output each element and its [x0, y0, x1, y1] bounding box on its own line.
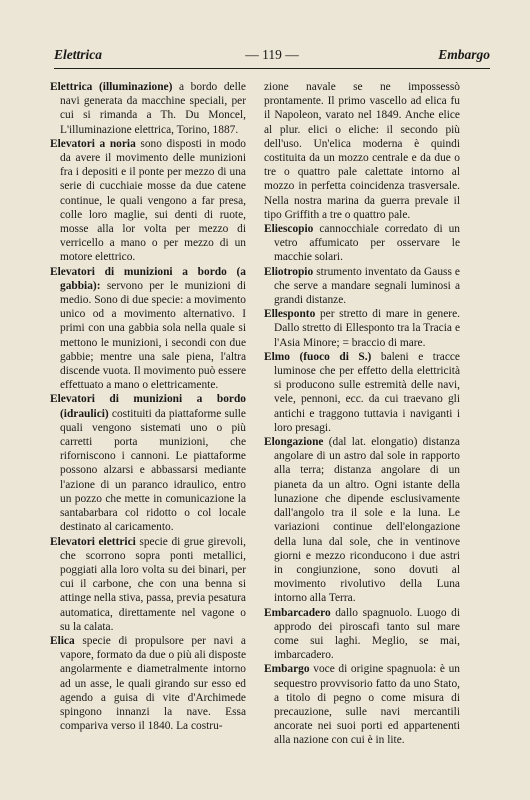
header-right-word: Embargo — [438, 47, 490, 62]
entry-text: strumento inventato da Gauss e che serve a mandare segnali luminosi a grandi distanze. — [274, 265, 460, 307]
entry-head: Elongazione — [264, 436, 324, 449]
entry-head: Eliescopio — [264, 223, 314, 236]
entry — [50, 265, 246, 393]
entry-continuation — [264, 80, 460, 222]
entry — [264, 265, 460, 308]
page-number: — 119 — — [245, 47, 299, 62]
entry-text: dallo spagnuolo. Luogo di approdo dei piroscafi tanto sul mare come sui laghi. Meglio, se mai, imbarcadero. — [274, 606, 460, 662]
entry-head: Elica — [50, 634, 75, 647]
entry-text: zione navale se ne impossessò prontamente. Il primo vascello ad elica fu il Napoleon, varato nel 1849. Anche elice al plur. elici o eliche: il secondo più dell'uso. Un'elica moderna è quindi costituita da un mozzo centrale e da due o tre o quattro pale calettate intorno al mozzo in perfetta coincidenza trasversale. Nella nostra marina da guerra prevale il tipo Griffith a tre o quattro pale. — [264, 81, 460, 221]
entry-head: Elevatori di munizioni a bordo (idraulici) — [50, 393, 246, 420]
entry-text: per stretto di mare in genere. Dallo stretto di Ellesponto tra la Tracia e l'Asia Minore; = braccio di mare. — [274, 308, 460, 349]
entry-text: costituiti da piattaforme sulle quali vengono sistemati uno o più carretti porta munizioni, che riforniscono i cannoni. Le piattaforme possono alzarsi e abbassarsi mediante l'azione di un paranco idraulico, entro un pozzo che mette in comunicazione la santabarbara col ridotto o col locale destinato al caricamento. — [60, 407, 246, 534]
entry — [264, 606, 460, 663]
entry — [264, 222, 460, 265]
entry — [50, 535, 246, 634]
entry-head: Embargo — [264, 663, 310, 676]
entry-head: Elettrica (illuminazione) — [50, 81, 173, 93]
running-header — [54, 47, 490, 67]
header-left-word: Elettrica — [54, 47, 102, 62]
entry-head: Ellesponto — [264, 308, 316, 321]
entry-text: specie di grue girevoli, che scorrono sopra ponti metallici, poggiati alla loro volta su dei binari, per cui il carbone, che con una benna si attinge nella stiva, passa, previa pesatura automatica, direttamente nel vagone o su la calata. — [60, 535, 246, 633]
entry — [50, 634, 246, 733]
entry — [50, 80, 246, 137]
entry-text: a bordo delle navi generata da macchine speciali, per cui si rimanda a Th. Du Moncel, L'illuminazione elettrica, Torino, 1887. — [60, 81, 246, 136]
entry-text: specie di propulsore per navi a vapore, formato da due o più ali disposte angolarmente e diametralmente intorno ad un asse, le quali girando sur esso ed agendo a guisa di vite d'Archimede spingono innanzi la nave. Essa compariva verso il 1840. La costru- — [60, 634, 246, 733]
entry — [264, 435, 460, 605]
entry-head: Eliotropio — [264, 265, 314, 278]
entry-text: baleni e tracce luminose che per effetto della elettricità si producono sulle estremità delle navi, vele, pennoni, ecc. da cui traevano gli antichi e traggono tuttavia i naviganti i loro presagi. — [274, 350, 460, 434]
entry-head: Embarcadero — [264, 606, 331, 619]
entry-text: sono disposti in modo da avere il movimento delle munizioni fra i depositi e il ponte per mezzo di una serie di cucchiaie mosse da due catene continue, le quali vengono a far presa, colle loro maglie, sui denti di ruote, mosse alla lor volta per mezzo di verricello a mano o per mezzo di un motore elettrico. — [60, 137, 246, 264]
entry-head: Elevatori a noria — [50, 137, 136, 150]
right-column — [264, 80, 460, 748]
entry-head: Elmo (fuoco di S.) — [264, 350, 372, 363]
entry-text: (dal lat. elongatio) distanza angolare di un astro dal sole in rapporto alla terra; distanza angolare di un pianeta da un altro. Ogni istante della lunazione che dipende esclusivamente dall'angolo tra il sole e la luna. Le variazioni continue dell'elongazione della luna dal sole, che in ventinove giorni e mezzo riconducono i due astri in congiunzione, sono dovuti al movimento rivolutivo della Luna intorno alla Terra. — [274, 436, 460, 605]
entry — [50, 392, 246, 534]
entry-head: Elevatori di munizioni a bordo (a gabbia): — [50, 265, 246, 292]
entry-text: servono per le munizioni di medio. Sono di due specie: a movimento unico od a movimento alternativo. I primi con una gabbia sola nella quale si mettono le munizioni, i secondi con due gabbie; mentre una sale piena, l'altra discende vuota. Il movimento può essere effettuato a mano o elettricamente. — [60, 279, 246, 392]
header-rule — [54, 68, 490, 69]
entry — [264, 662, 460, 747]
entry-text: cannocchiale corredato di un vetro affumicato per osservare le macchie solari. — [274, 223, 460, 264]
entry-text: voce di origine spagnuola: è un sequestro provvisorio fatto da uno Stato, a titolo di pegno o come misura di precauzione, sulle navi mercantili ancorate nei suoi porti ed appartenenti alla nazione con cui è in lite. — [274, 663, 460, 747]
entry — [264, 350, 460, 435]
left-column — [50, 80, 246, 733]
entry — [50, 137, 246, 265]
entry — [264, 307, 460, 350]
entry-head: Elevatori elettrici — [50, 535, 136, 548]
